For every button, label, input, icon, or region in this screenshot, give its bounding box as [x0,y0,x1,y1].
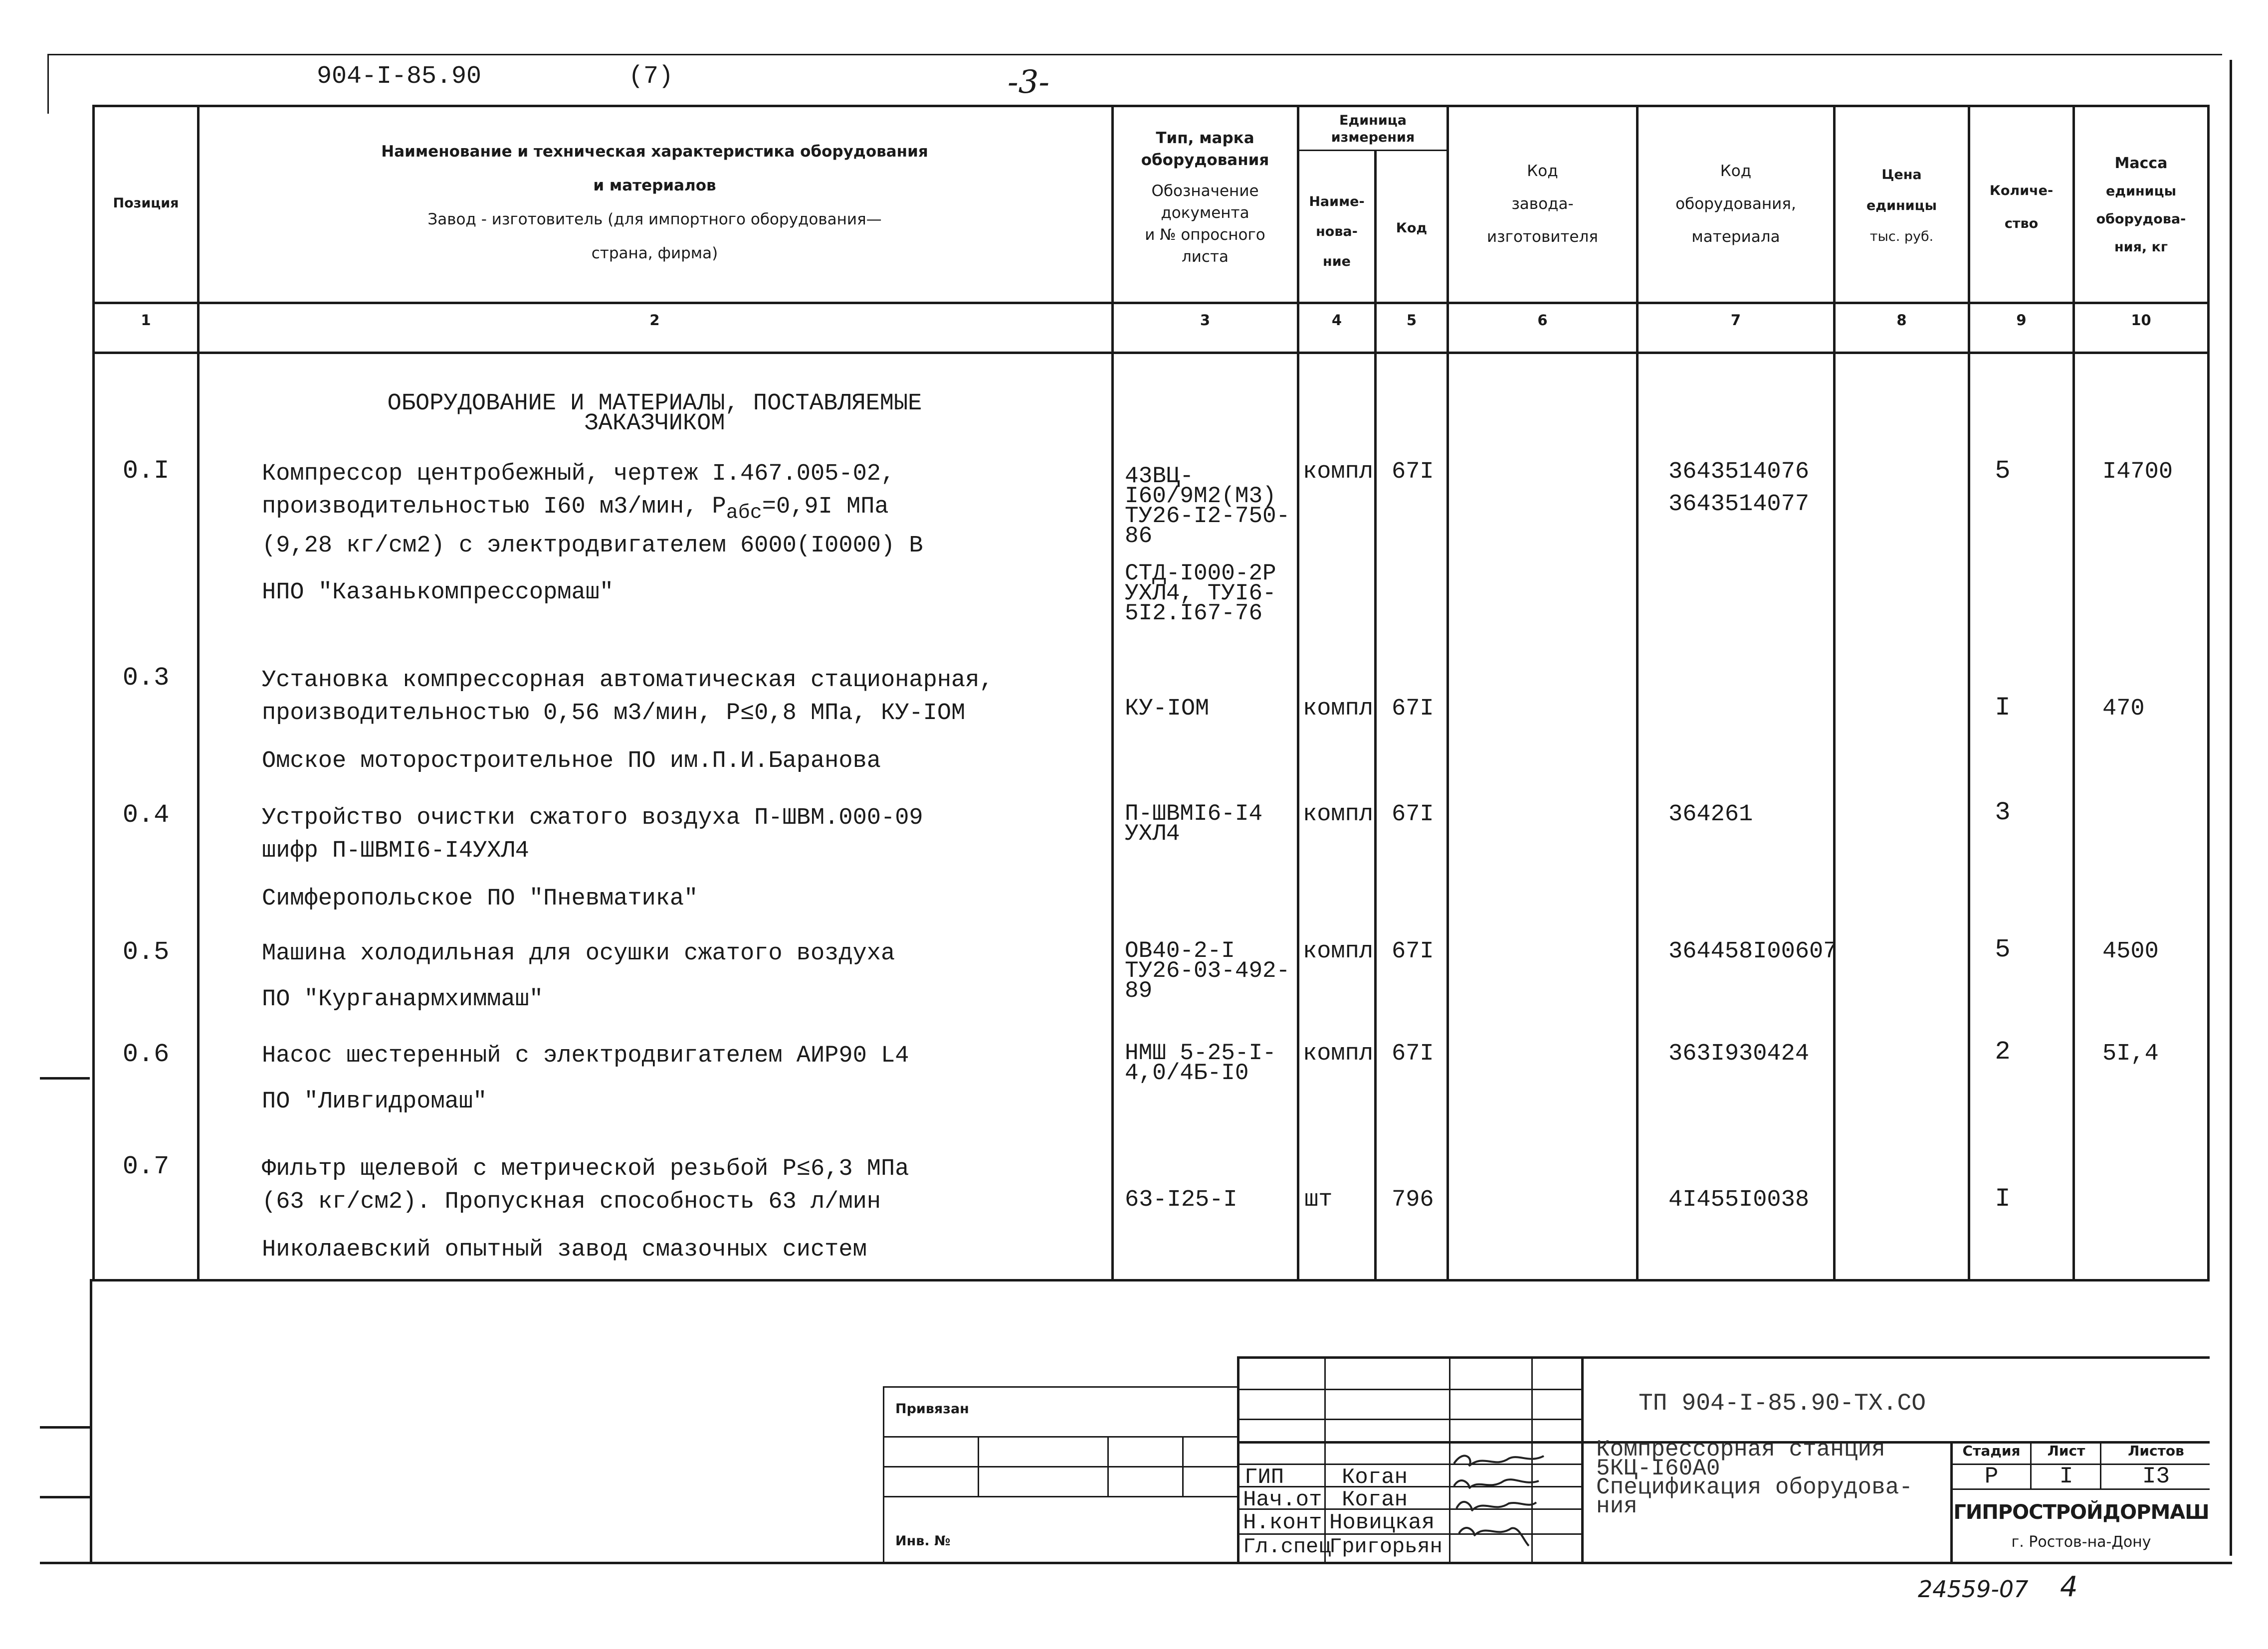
organization-name: ГИПРОСТРОЙДОРМАШ [1953,1501,2209,1524]
column-number-bottom-border [92,352,2210,354]
frame-top-line [47,54,2222,55]
linked-label: Привязан [895,1401,969,1417]
row-unit: компл [1303,801,1374,828]
column-number: 3 [1200,312,1211,329]
stamp-line [1237,1389,1581,1390]
signature-role: Н.конт [1243,1510,1322,1535]
row-unit: компл [1303,938,1374,965]
frame-bottom-line [40,1562,2232,1564]
signature-name: Григорьян [1329,1535,1443,1559]
row-unit: компл [1303,696,1374,722]
margin-mark [40,1426,90,1429]
frame-right-line [2230,60,2232,1556]
row-description: Насос шестеренный с электродвигателем АИР90 L4 ПО "Ливгидромаш" [262,1043,909,1115]
row-type-mark: КУ-IОМ [1125,696,1210,722]
frame-left-lower-line [90,1279,92,1563]
row-type-mark: ОВ40-2-I ТУ26-03-492- 89 [1125,938,1290,1004]
stamp-divider [2030,1441,2032,1488]
signature-name: Новицкая [1329,1510,1435,1535]
signature-role: ГИП [1244,1465,1284,1490]
column-number: 5 [1406,312,1417,329]
row-mass: 4500 [2102,938,2159,965]
row-equipment-code: 3643514077 [1668,491,1810,518]
linked-block-divider [978,1436,979,1496]
header-unit-mass: Масса единицы оборудова- ния, кг [2096,155,2186,255]
linked-block-divider [1107,1436,1109,1496]
table-row-position: 0.4 [122,800,170,830]
table-row-position: 0.5 [122,937,170,967]
sheets-value: I3 [2142,1464,2170,1489]
row-unit-code: 67I [1392,801,1434,828]
stamp-divider [1324,1356,1326,1563]
row-equipment-code: 364458I00607 [1668,938,1838,965]
column-number: 9 [2016,312,2027,329]
row-quantity: 5 [1995,935,2011,964]
col-divider-8 [1833,105,1836,1281]
col-divider-11 [2207,105,2210,1281]
col-divider-6 [1446,105,1449,1281]
signature-name: Коган [1342,1487,1408,1512]
linked-block-top [883,1386,1237,1388]
stage-label: Стадия [1962,1443,2021,1459]
signature-name: Коган [1342,1465,1408,1490]
sheet-label: Лист [2047,1443,2085,1459]
row-type-mark: П-ШВМI6-I4 УХЛ4 [1125,801,1263,847]
header-unit-code: Код [1396,220,1428,236]
frame-left-line [47,54,49,114]
linked-block-divider [1182,1436,1184,1496]
column-number: 1 [141,312,151,329]
stage-value: Р [1984,1464,1999,1489]
row-quantity: I [1995,1184,2011,1214]
row-equipment-code: 363I930424 [1668,1041,1810,1067]
row-type-mark: 63-I25-I [1125,1187,1237,1213]
column-number: 8 [1896,312,1907,329]
row-quantity: 5 [1995,456,2011,486]
signature-role: Нач.от [1243,1487,1322,1512]
table-row-position: 0.I [122,456,170,486]
row-mass: 5I,4 [2102,1041,2159,1067]
table-row-position: 0.3 [122,663,170,693]
unit-header-divider [1297,150,1446,151]
margin-mark [40,1496,90,1498]
header-unit-name: Наиме- нова- ние [1309,194,1365,269]
stamp-line [1237,1419,1581,1420]
row-unit: компл [1303,459,1374,485]
stamp-top [1237,1356,2210,1359]
row-unit-code: 796 [1392,1187,1434,1213]
table-bottom-border [90,1279,2210,1282]
archive-number: 24559-07 [1918,1576,2029,1603]
linked-block-line [883,1496,1237,1497]
row-equipment-code: 3643514076 [1668,459,1810,485]
col-divider-9 [1968,105,1970,1281]
column-number: 2 [649,312,660,329]
row-quantity: 3 [1995,798,2011,827]
row-unit-code: 67I [1392,1041,1434,1067]
section-title: ОБОРУДОВАНИЕ И МАТЕРИАЛЫ, ПОСТАВЛЯЕМЫЕ ЗАКАЗЧИКОМ [387,390,922,437]
row-equipment-code: 364261 [1668,801,1753,828]
table-row-position: 0.6 [122,1040,170,1069]
row-unit: шт [1304,1187,1333,1213]
sheets-label: Листов [2128,1443,2184,1459]
page-number-mark: -3- [1008,64,1049,101]
row-unit-code: 67I [1392,938,1434,965]
header-unit-price: Цена единицы тыс. руб. [1866,167,1937,244]
row-equipment-code: 4I455I0038 [1668,1187,1810,1213]
header-manufacturer-code: Код завода- изготовителя [1487,162,1598,246]
row-description: Компрессор центробежный, чертеж I.467.005-02, производительностью I60 м3/мин, $P_{абс}=0,9I$ МПа (9,28 кг/см2) с электродвигателем 6000(I0000) В НПО "Казанькомпрессормаш" [262,461,923,606]
row-type-mark: 43ВЦ- I60/9М2(М3) ТУ26-I2-750- 86 [1125,463,1290,549]
signature-role: Гл.спец [1243,1535,1331,1559]
linked-block-line [883,1466,1237,1467]
header-unit: Единица измерения [1331,113,1415,145]
col-divider-2 [197,105,200,1281]
table-row-position: 0.7 [122,1152,170,1181]
header-bottom-border [92,302,2210,304]
archive-page: 4 [2060,1571,2078,1603]
linked-block-line [883,1436,1237,1438]
row-unit-code: 67I [1392,696,1434,722]
row-type-mark: НМШ 5-25-I- 4,0/4Б-I0 [1125,1040,1276,1086]
row-quantity: I [1995,693,2011,723]
organization-city: г. Ростов-на-Дону [2011,1533,2151,1551]
col-divider-10 [2072,105,2075,1281]
row-unit: компл [1303,1041,1374,1067]
stamp-title: Компрессорная станция 5КЦ-I60А0 Спецификация оборудова- ния [1596,1437,1913,1519]
row-description: Машина холодильная для осушки сжатого воздуха ПО "Курганармхиммаш" [262,940,895,1013]
margin-mark [40,1077,90,1080]
col-divider-7 [1636,105,1639,1281]
col-divider-4 [1297,105,1299,1281]
header-position: Позиция [113,195,179,211]
row-unit-code: 67I [1392,459,1434,485]
row-description: Устройство очистки сжатого воздуха П-ШВМ.000-09 шифр П-ШВМI6-I4УХЛ4 Симферопольское ПО "Пневматика" [262,805,923,912]
album-reference: (7) [628,62,674,91]
row-quantity: 2 [1995,1037,2011,1067]
column-number: 4 [1331,312,1342,329]
row-description: Фильтр щелевой с метрической резьбой P≤6,3 МПа (63 кг/см2). Пропускная способность 63 л/мин Николаевский опытный завод смазочных систем [262,1156,909,1263]
stamp-divider [2100,1441,2101,1488]
document-designation: ТП 904-I-85.90-ТХ.СО [1639,1390,1926,1417]
header-type: Тип, марка оборудования Обозначение документа и № опросного листа [1141,129,1269,266]
row-description: Установка компрессорная автоматическая стационарная, производительностью 0,56 м3/мин, P≤0,8 МПа, КУ-IОМ Омское моторостроительное ПО им.П.И.Баранова [262,667,994,774]
column-number: 6 [1537,312,1548,329]
stamp-divider [1581,1356,1584,1563]
handwritten-signatures [1449,1439,1549,1563]
document-code: 904-I-85.90 [317,62,482,91]
column-number: 7 [1730,312,1741,329]
row-type-mark-motor: СТД-I000-2Р УХЛ4, ТУI6- 5I2.I67-76 [1125,560,1276,626]
linked-block-left [883,1386,884,1563]
col-divider-3 [1111,105,1114,1281]
inventory-label: Инв. № [895,1533,951,1549]
column-number: 10 [2131,312,2151,329]
header-name: Наименование и техническая характеристика оборудования и материалов Завод - изготовитель (для импортного оборудования— страна, фирма) [381,143,928,262]
sheet-value: I [2059,1464,2073,1489]
row-mass: 470 [2102,696,2145,722]
col-divider-1 [92,105,95,1281]
header-quantity: Количе- ство [1989,183,2054,231]
stamp-left [1237,1356,1239,1563]
header-equipment-code: Код оборудования, материала [1675,162,1796,246]
row-mass: I4700 [2102,459,2173,485]
table-top-border [92,105,2210,107]
